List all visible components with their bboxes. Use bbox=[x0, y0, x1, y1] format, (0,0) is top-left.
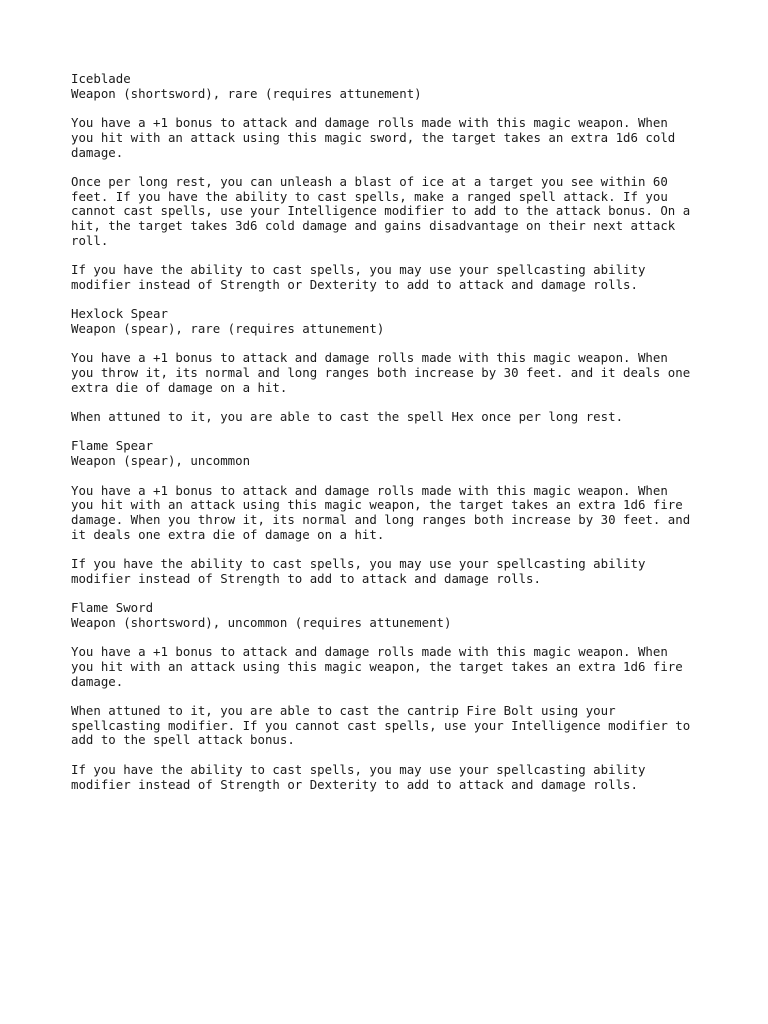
item-name: Hexlock Spear bbox=[71, 306, 168, 322]
item-name: Iceblade bbox=[71, 71, 131, 86]
item-type: Weapon (shortsword), uncommon (requires attunement) bbox=[71, 614, 452, 630]
item-paragraph: You have a +1 bonus to attack and damage rolls made with this magic weapon. When you hit with an attack using this magic weapon, the target takes an extra 1d6 fire damage. bbox=[71, 644, 683, 689]
item-type: Weapon (spear), rare (requires attunement) bbox=[71, 320, 385, 336]
item-hexlock-spear bbox=[71, 307, 711, 425]
item-type: Weapon (spear), uncommon bbox=[71, 453, 251, 469]
item-name: Flame Spear bbox=[71, 438, 154, 454]
item-paragraph: If you have the ability to cast spells, you may use your spellcasting ability modifier instead of Strength or Dexterity to add to attack and damage rolls. bbox=[71, 761, 646, 792]
item-flame-spear bbox=[71, 439, 711, 586]
item-flame-sword bbox=[71, 601, 711, 792]
item-paragraph: If you have the ability to cast spells, you may use your spellcasting ability modifier instead of Strength to add to attack and damage rolls. bbox=[71, 556, 646, 586]
item-type: Weapon (shortsword), rare (requires attunement) bbox=[71, 85, 422, 101]
item-paragraph: When attuned to it, you are able to cast the cantrip Fire Bolt using your spellcasting modifier. If you cannot cast spells, use your Intelligence modifier to add to the spell attack bonus. bbox=[71, 703, 691, 748]
item-paragraph: You have a +1 bonus to attack and damage rolls made with this magic weapon. When you hit with an attack using this magic sword, the target takes an extra 1d6 cold damage. bbox=[71, 115, 676, 160]
item-paragraph: You have a +1 bonus to attack and damage rolls made with this magic weapon. When you throw it, its normal and long ranges both increase by 30 feet. and it deals one extra die of damage on a hit. bbox=[71, 350, 691, 395]
item-paragraph: When attuned to it, you are able to cast the spell Hex once per long rest. bbox=[71, 409, 624, 425]
item-paragraph: If you have the ability to cast spells, you may use your spellcasting ability modifier instead of Strength or Dexterity to add to attack and damage rolls. bbox=[71, 262, 646, 292]
item-paragraph: You have a +1 bonus to attack and damage rolls made with this magic weapon. When you hit with an attack using this magic weapon, the target takes an extra 1d6 fire damage. When you throw it, its normal and long ranges both increase by 30 feet. and it deals one extra die of damage on a hit. bbox=[71, 482, 691, 542]
item-name: Flame Sword bbox=[71, 600, 154, 616]
document-page bbox=[71, 72, 711, 807]
item-paragraph: Once per long rest, you can unleash a blast of ice at a target you see within 60 feet. If you have the ability to cast spells, make a ranged spell attack. If you cannot cast spells, use your Intelligence modifier to add to the attack bonus. On a hit, the target takes 3d6 cold damage and gains disadvantage on their next attack roll. bbox=[71, 173, 691, 248]
item-iceblade bbox=[71, 72, 711, 293]
